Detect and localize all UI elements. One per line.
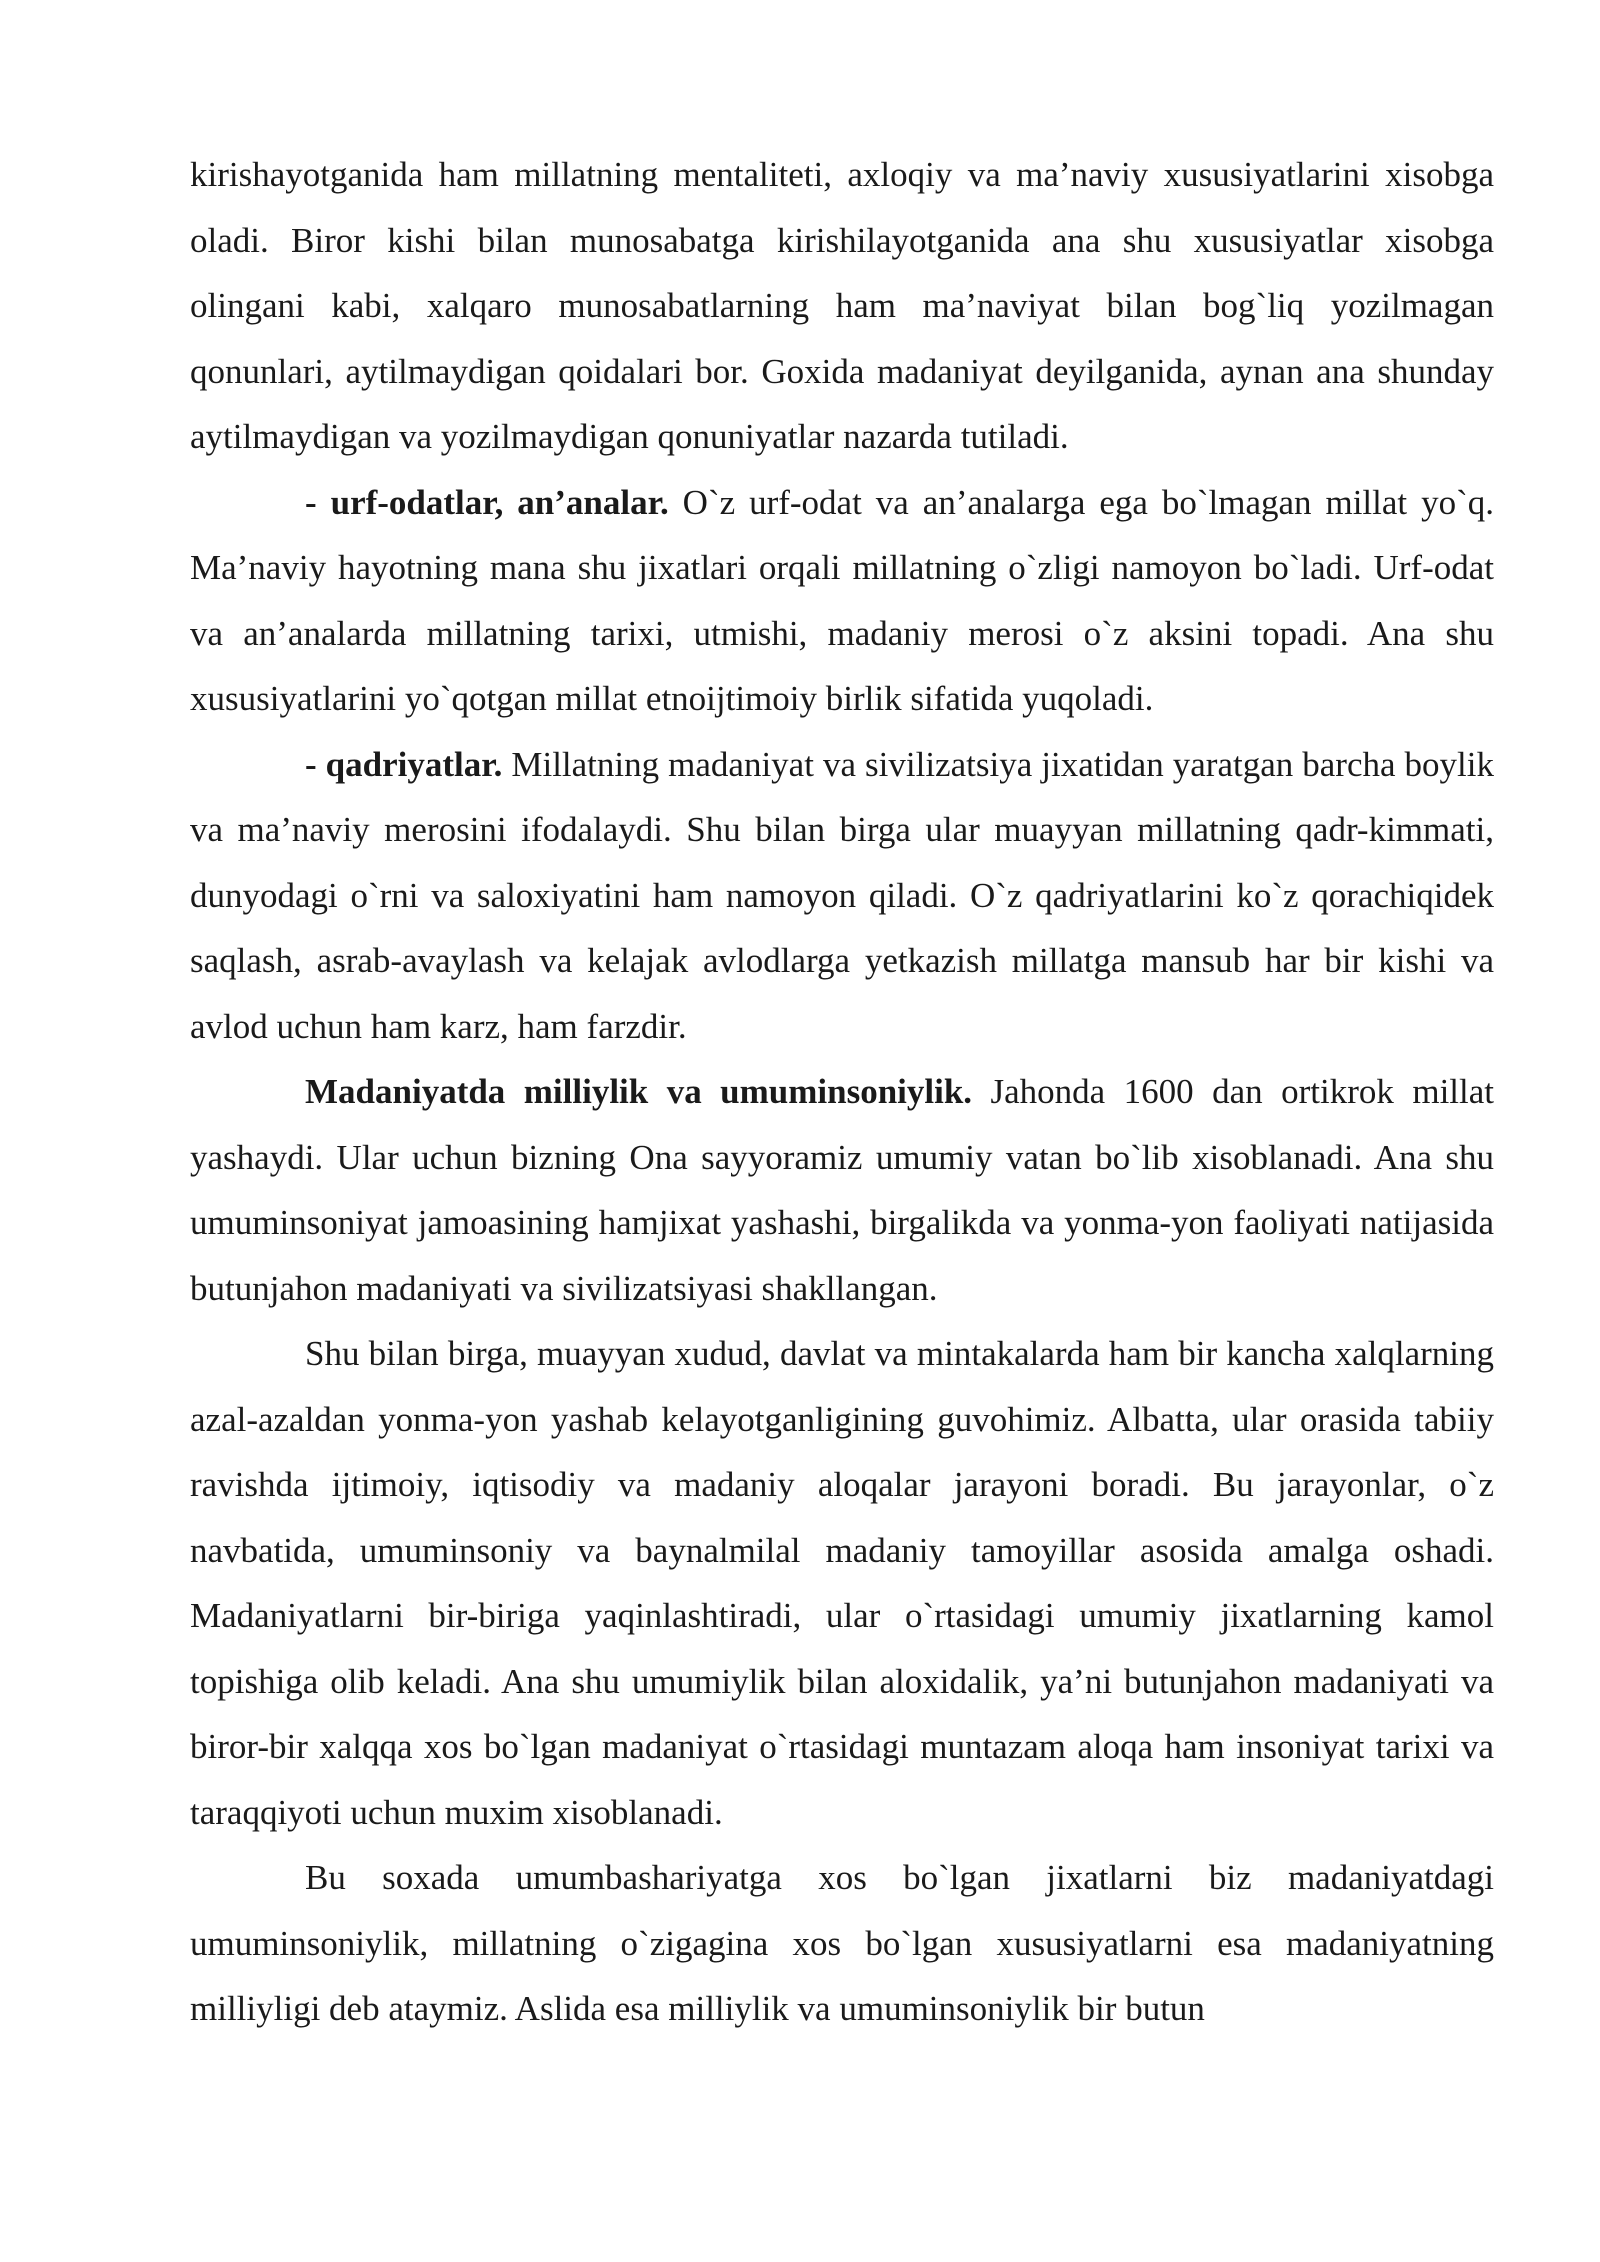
paragraph-heading: - qadriyatlar.: [305, 744, 503, 784]
paragraph-definition: [190, 1845, 1494, 2042]
document-page: [190, 142, 1494, 2042]
paragraph-text: Shu bilan birga, muayyan xudud, davlat va mintakalarda ham bir kancha xalqlarning azal-azaldan yonma-yon yashab kelayotganligining guvohimiz. Albatta, ular orasida tabiiy ravishda ijtimoiy, iqtisodiy va madaniy aloqalar jarayoni boradi. Bu jarayonlar, o`z navbatida, umuminsoniy va baynalmilal madaniy tamoyillar asosida amalga oshadi. Madaniyatlarni bir-biriga yaqinlashtiradi, ular o`rtasidagi umumiy jixatlarning kamol topishiga olib keladi. Ana shu umumiylik bilan aloxidalik, ya’ni butunjahon madaniyati va biror-bir xalqqa xos bo`lgan madaniyat o`rtasidagi muntazam aloqa ham insoniyat tarixi va taraqqiyoti uchun muxim xisoblanadi.: [190, 1334, 1494, 1832]
paragraph-customs: [190, 470, 1494, 732]
paragraph-text: Bu soxada umumbashariyatga xos bo`lgan jixatlarni biz madaniyatdagi umuminsoniylik, millatning o`zigagina xos bo`lgan xususiyatlarni esa madaniyatning milliyligi deb ataymiz. Aslida esa milliylik va umuminsoniylik bir butun: [190, 1858, 1494, 2028]
paragraph-text: Jahonda 1600 dan ortikrok millat yashaydi. Ular uchun bizning Ona sayyoramiz umumiy vatan bo`lib xisoblanadi. Ana shu umuminsoniyat jamoasining hamjixat yashashi, birgalikda va yonma-yon faoliyati natijasida butunjahon madaniyati va sivilizatsiyasi shakllangan.: [190, 1072, 1494, 1308]
paragraph-nationality-universality: [190, 1059, 1494, 1321]
paragraph-mentality: [190, 142, 1494, 470]
paragraph-coexistence: [190, 1321, 1494, 1845]
paragraph-text: kirishayotganida ham millatning mentaliteti, axloqiy va ma’naviy xususiyatlarini xisobga oladi. Biror kishi bilan munosabatga kirishilayotganida ana shu xususiyatlar xisobga olingani kabi, xalqaro munosabatlarning ham ma’naviyat bilan bog`liq yozilmagan qonunlari, aytilmaydigan qoidalari bor. Goxida madaniyat deyilganida, aynan ana shunday aytilmaydigan va yozilmaydigan qonuniyatlar nazarda tutiladi.: [190, 155, 1494, 456]
paragraph-heading: - urf-odatlar, an’analar.: [305, 482, 669, 522]
paragraph-values: [190, 732, 1494, 1060]
paragraph-text: O`z urf-odat va an’analarga ega bo`lmagan millat yo`q. Ma’naviy hayotning mana shu jixatlari orqali millatning o`zligi namoyon bo`ladi. Urf-odat va an’analarda millatning tarixi, utmishi, madaniy merosi o`z aksini topadi. Ana shu xususiyatlarini yo`qotgan millat etnoijtimoiy birlik sifatida yuqoladi.: [190, 482, 1495, 718]
paragraph-heading: Madaniyatda milliylik va umuminsoniylik.: [305, 1072, 973, 1111]
paragraph-text: Millatning madaniyat va sivilizatsiya jixatidan yaratgan barcha boylik va ma’naviy merosini ifodalaydi. Shu bilan birga ular muayyan millatning qadr-kimmati, dunyodagi o`rni va saloxiyatini ham namoyon qiladi. O`z qadriyatlarini ko`z qorachiqidek saqlash, asrab-avaylash va kelajak avlodlarga yetkazish millatga mansub har bir kishi va avlod uchun ham karz, ham farzdir.: [190, 744, 1494, 1046]
